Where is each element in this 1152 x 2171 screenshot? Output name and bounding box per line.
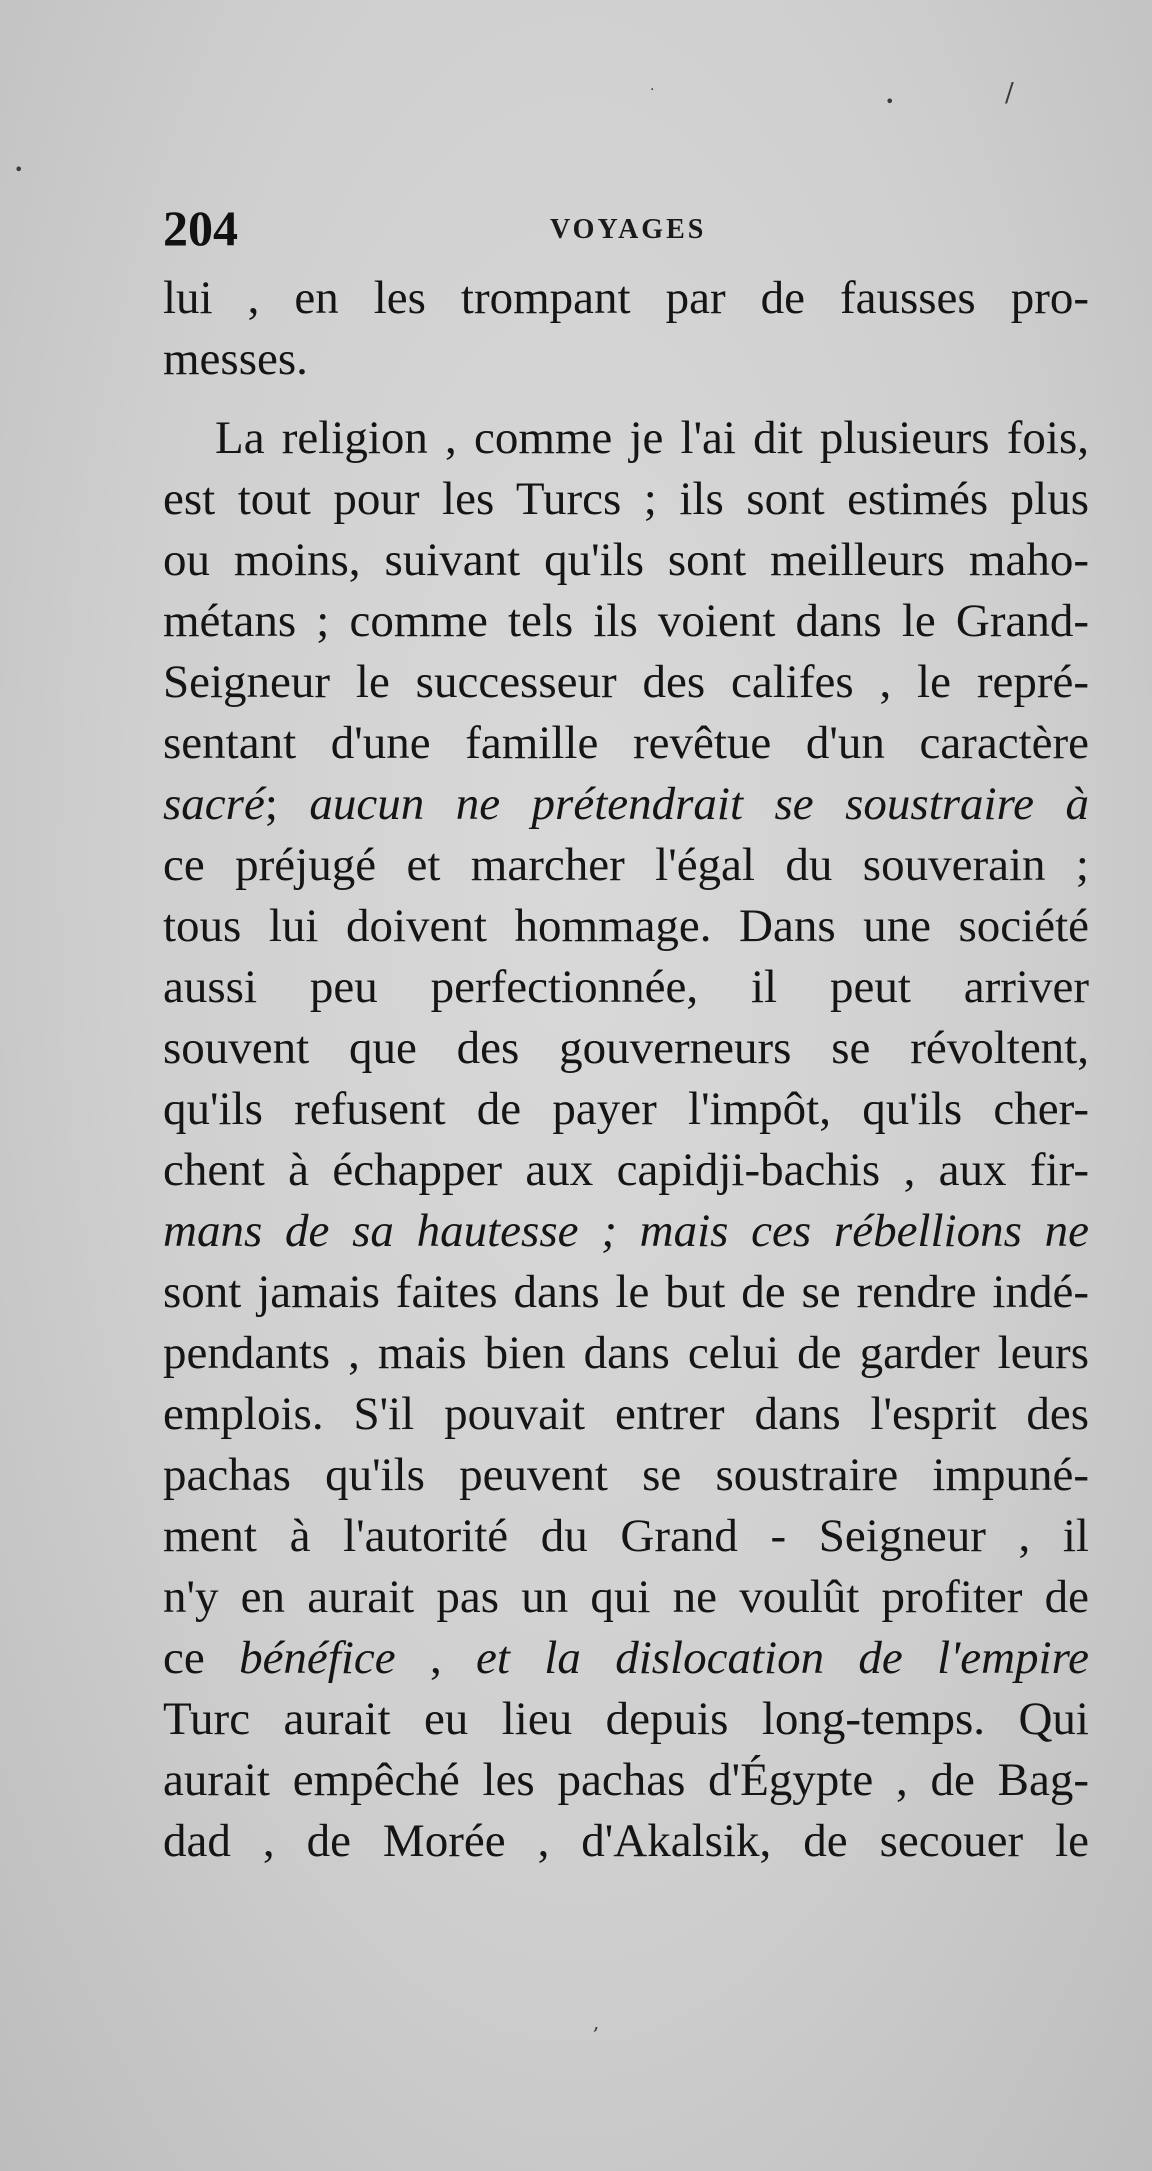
roman-text: ce [163,1632,240,1684]
text-line: aussi peu perfectionnée, il peut arriver [163,961,1089,1013]
roman-text: , [395,1632,477,1684]
text-line: Turc aurait eu lieu depuis long-temps. Qui [163,1693,1089,1745]
running-head [0,198,1152,258]
running-title: VOYAGES [550,214,707,245]
italic-text: sacré [163,778,265,830]
text-line: n'y en aurait pas un qui ne voulût profiter de [163,1571,1089,1623]
text-line: messes. [163,333,308,385]
ink-mark-top-right: / [1005,78,1014,108]
text-line: dad , de Morée , d'Akalsik, de secouer le [163,1815,1089,1867]
text-line: lui , en les trompant par de fausses pro- [163,272,1089,324]
text-line: Seigneur le successeur des califes , le repré- [163,656,1089,708]
text-line: La religion , comme je l'ai dit plusieurs fois, [215,412,1089,464]
text-line: pachas qu'ils peuvent se soustraire impuné- [163,1449,1089,1501]
paragraph [163,268,1089,390]
text-line: sont jamais faites dans le but de se rendre indé- [163,1266,1089,1318]
text-line: ce préjugé et marcher l'égal du souverain ; [163,839,1089,891]
text-line: tous lui doivent hommage. Dans une société [163,900,1089,952]
text-line: est tout pour les Turcs ; ils sont estimés plus [163,473,1089,525]
ink-speck-left: • [14,160,24,179]
paragraph [163,408,1089,1872]
text-line: ou moins, suivant qu'ils sont meilleurs maho- [163,534,1089,586]
italic-text: mans de sa hautesse ; [163,1205,640,1257]
ink-speck-top-right: • [885,92,895,111]
text-line: ment à l'autorité du Grand - Seigneur , il [163,1510,1089,1562]
italic-text: mais ces rébellions ne [639,1205,1089,1257]
italic-text: et la dislocation de l'empire [476,1632,1089,1684]
italic-text: bénéfice [239,1632,396,1684]
ink-speck-top: · [650,82,655,98]
ink-speck-bottom: , [593,2010,600,2034]
text-line: sentant d'une famille revêtue d'un caractère [163,717,1089,769]
text-line: souvent que des gouverneurs se révoltent, [163,1022,1089,1074]
text-line [163,1628,1089,1689]
text-line: pendants , mais bien dans celui de garder leurs [163,1327,1089,1379]
text-line [163,1201,1089,1262]
roman-text: ; [264,778,310,830]
text-line: chent à échapper aux capidji-bachis , aux fir- [163,1144,1089,1196]
text-line: emplois. S'il pouvait entrer dans l'esprit des [163,1388,1089,1440]
text-line: qu'ils refusent de payer l'impôt, qu'ils cher- [163,1083,1089,1135]
text-line [163,774,1089,835]
text-line: aurait empêché les pachas d'Égypte , de Bag- [163,1754,1089,1806]
body-text [163,268,1089,1872]
italic-text: aucun ne prétendrait se soustraire à [309,778,1090,830]
text-line: métans ; comme tels ils voient dans le Grand- [163,595,1089,647]
page-number: 204 [163,200,238,256]
